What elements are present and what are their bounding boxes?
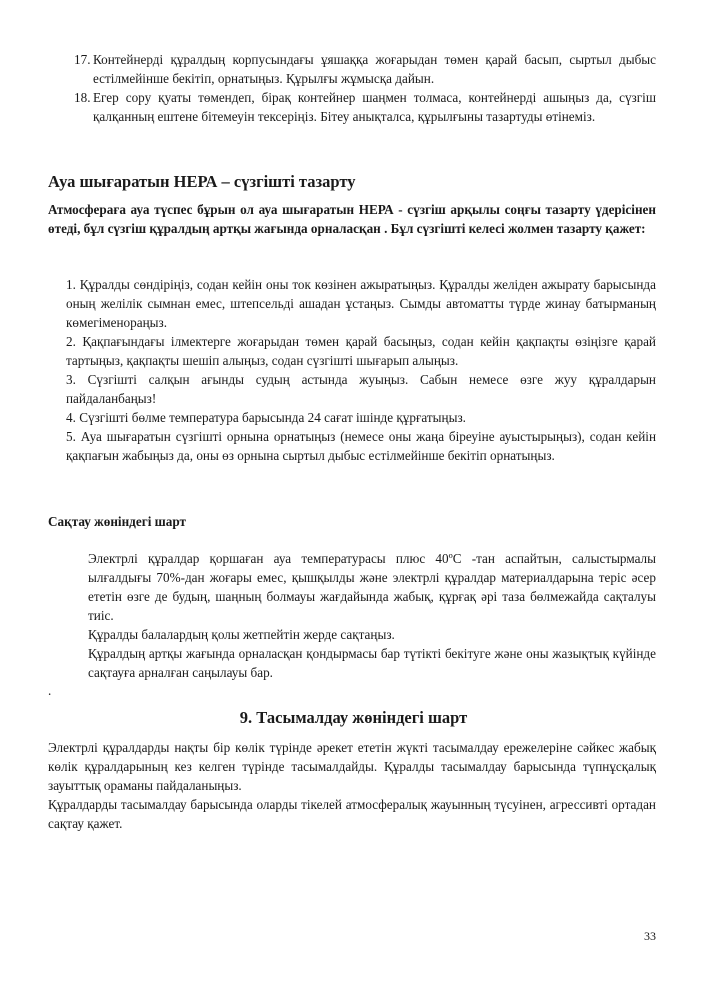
storage-paragraph: Құралдың артқы жағында орналасқан қондырмасы бар түтікті бекітуге және оны жазықтық күйінде сақтауға арналған саңылауы бар.: [88, 646, 656, 680]
storage-section: [88, 549, 656, 682]
page-number: 33: [644, 929, 656, 943]
list-item-text: Контейнерді құралдың корпусындағы ұяшаққа жоғарыдан төмен қарай басып, сыртыл дыбыс естілмейінше бекітіп, орнатыңыз. Құрылғы жұмысқа дайын.: [93, 52, 656, 86]
list-item: [66, 88, 656, 126]
hepa-heading: Ауа шығаратын НЕРА – сүзгішті тазарту: [48, 172, 356, 191]
transport-paragraph: Құралдарды тасымалдау барысында оларды тікелей атмосфералық жауынның түсуінен, агрессивті ортадан сақтау қажет.: [48, 797, 656, 831]
list-item: [66, 50, 656, 88]
hepa-step: 3. Сүзгішті салқын ағынды судың астында жуыңыз. Сабын немесе өзге жуу құралдарын пайдаланбаңыз!: [66, 372, 656, 406]
hepa-step: 5. Ауа шығаратын сүзгішті орнына орнатыңыз (немесе оны жаңа біреуіне ауыстырыңыз), содан кейін қақпағын жабыңыз да, оны өз орнына сыртыл дыбыс естілмейінше бекітіп орнатыңыз.: [66, 429, 656, 463]
transport-heading: 9. Тасымалдау жөніндегі шарт: [239, 708, 468, 727]
hepa-step: 1. Құралды сөндіріңіз, содан кейін оны ток көзінен ажыратыңыз. Құралды желіден ажырату барысында оның желілік сымнан емес, штепсельді ашадан ұстаңыз. Сымды автоматты түрде жинау батырманың көмегіменораңыз.: [66, 277, 656, 330]
hepa-intro: Атмосфераға ауа түспес бұрын ол ауа шығаратын НЕРА - сүзгіш арқылы соңғы тазарту үдерісінен өтеді, бұл сүзгіш құралдың артқы жағында орналасқан . Бұл сүзгішті келесі жолмен тазарту қажет:: [48, 202, 656, 236]
list-item-text: Егер сору қуаты төмендеп, бірақ контейнер шаңмен толмаса, контейнерді ашыңыз да, сүзгіш қалқанның ештене бітемеуін тексеріңіз. Бітеу анықталса, құрылғыны тазартуды өтінеміз.: [93, 90, 656, 124]
list-item-number: 18.: [74, 90, 91, 105]
storage-heading: Сақтау жөніндегі шарт: [48, 514, 187, 529]
hepa-steps: [66, 275, 656, 465]
transport-section: [48, 738, 656, 833]
list-item-number: 17.: [74, 52, 91, 67]
transport-paragraph: Электрлі құралдарды нақты бір көлік түрінде әрекет ететін жүкті тасымалдау ережелеріне сәйкес жабық көлік құралдарының кез келген түрінде тасымалдайды. Құралды тасымалдау барысында түпнұсқалық зауыттық ораманы пайдаланыңыз.: [48, 740, 656, 793]
hepa-step: 4. Сүзгішті бөлме температура барысында 24 сағат ішінде құрғатыңыз.: [66, 410, 466, 425]
stray-dot: .: [48, 683, 52, 698]
hepa-step: 2. Қақпағындағы ілмектерге жоғарыдан төмен қарай басыңыз, содан кейін қақпақты өзіңізге қарай тартыңыз, қақпақты шешіп алыңыз, содан сүзгішті шығарып алыңыз.: [66, 334, 656, 368]
top-numbered-list: [66, 50, 656, 126]
storage-paragraph: Құралды балалардың қолы жетпейтін жерде сақтаңыз.: [88, 627, 395, 642]
storage-paragraph: Электрлі құралдар қоршаған ауа температурасы плюс 40ºС -тан аспайтын, салыстырмалы ылғалдығы 70%-дан жоғары емес, қышқылды және электрлі құралдар материалдарына теріс әсер ететін өзге де будың, шаңның болмауы жағдайында жабық, құрғақ әрі таза бөлмежайда сақталуы тиіс.: [88, 551, 656, 623]
